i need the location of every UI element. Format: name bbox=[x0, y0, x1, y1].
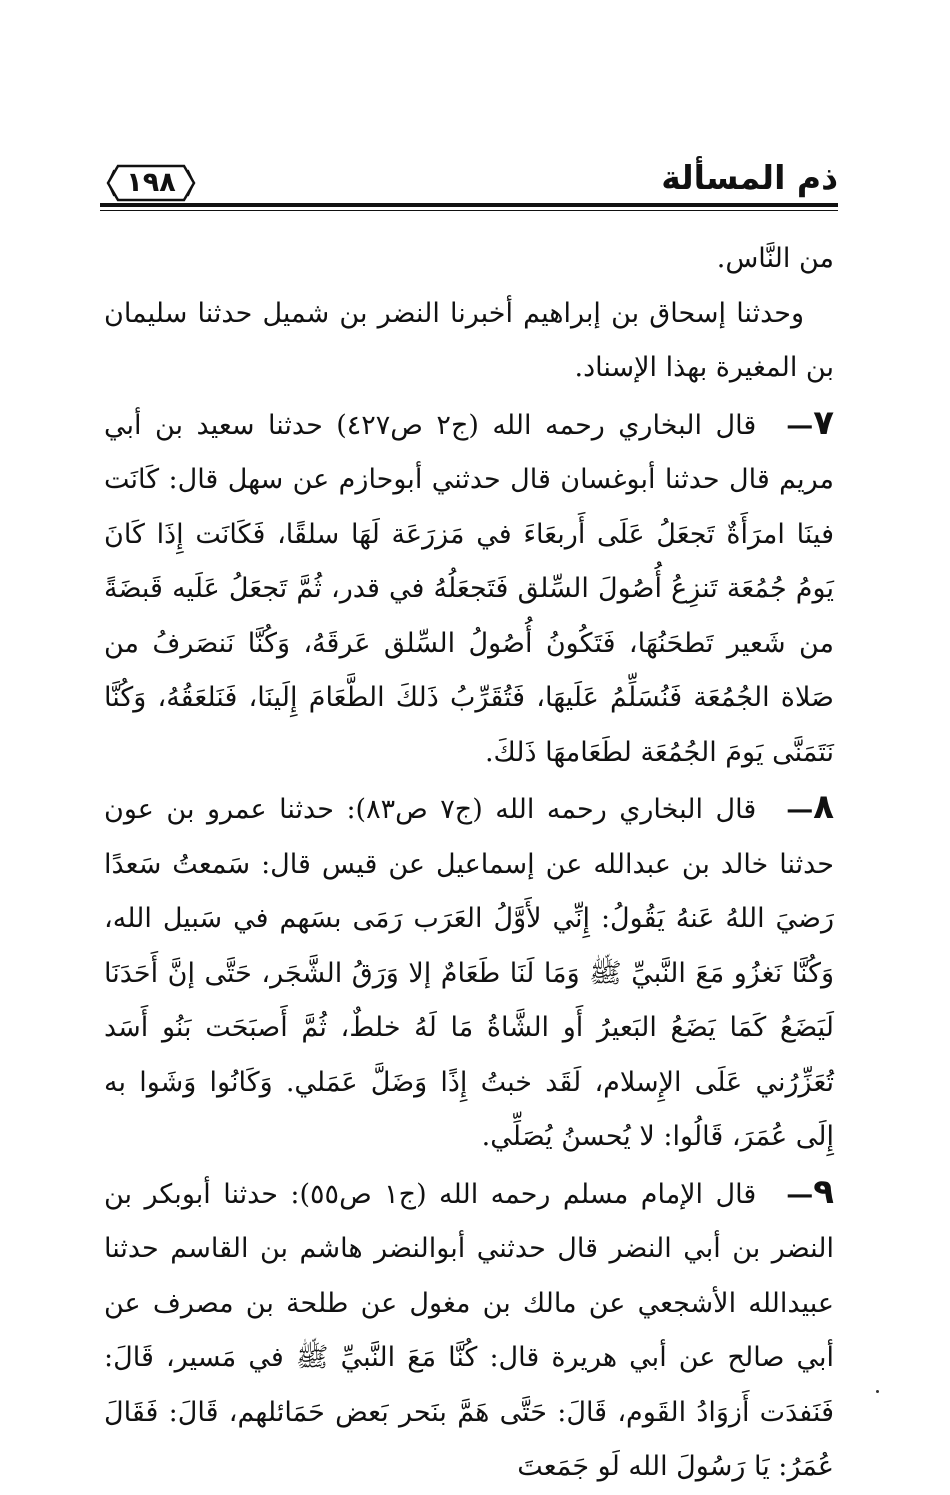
hadith-text: قال الإمام مسلم رحمه الله (ج١ ص٥٥): حدثنا أبوبكر بن النضر بن أبي النضر قال حدثني أبوالنضر هاشم بن القاسم حدثنا عبيدالله الأشجعي عن مالك بن مغول عن طلحة بن مصرف عن أبي صالح عن أبي هريرة قال: كُنَّا مَعَ النَّبيِّ ﷺ في مَسير، قَالَ: فَنَفدَت أَزوَادُ القَوم، قَالَ: حَتَّى هَمَّ بنَحر بَعض حَمَائلهم، قَالَ: فَقَالَ عُمَرُ: يَا رَسُولَ الله لَو جَمَعتَ bbox=[104, 1178, 834, 1482]
hadith-dash: — bbox=[786, 794, 814, 825]
hadith-number: ٩ bbox=[813, 1171, 835, 1212]
hadith-text: قال البخاري رحمه الله (ج٢ ص٤٢٧) حدثنا سعيد بن أبي مريم قال حدثنا أبوغسان قال حدثني أبوحازم عن سهل قال: كَانَت فينَا امرَأَةٌ تَجعَلُ عَلَى أَربعَاءَ في مَزرَعَة لَهَا سلقًا، فَكَانَت إِذَا كَانَ يَومُ جُمُعَة تَنزِعُ أُصُولَ السِّلق فَتَجعَلُهُ في قدر، ثُمَّ تَجعَلُ عَلَيه قَبضَةً من شَعير تَطحَنُهَا، فَتَكُونُ أُصُولُ السِّلق عَرقَهُ، وَكُنَّا نَنصَرفُ من صَلاة الجُمُعَة فَنُسَلِّمُ عَلَيهَا، فَتُقَرِّبُ ذَلكَ الطَّعَامَ إِلَينَا، فَنَلعَقُهُ، وَكُنَّا نَتَمَنَّى يَومَ الجُمُعَة لطَعَامهَا ذَلكَ. bbox=[104, 409, 834, 768]
paragraph-isnad bbox=[104, 287, 834, 396]
paragraph-continuation bbox=[104, 232, 834, 287]
book-title: ذم المسألة bbox=[661, 158, 838, 197]
hadith-number: ٧ bbox=[813, 402, 835, 443]
hadith-dash: — bbox=[786, 1178, 814, 1210]
paragraph-text: وحدثنا إسحاق بن إبراهيم أخبرنا النضر بن شميل حدثنا سليمان بن المغيرة بهذا الإسناد. bbox=[104, 297, 834, 383]
hadith-dash: — bbox=[786, 409, 814, 441]
header-rule-thick bbox=[100, 203, 838, 207]
header-rule-thin bbox=[100, 210, 838, 211]
hadith-number: ٨ bbox=[813, 787, 834, 827]
page-number: ١٩٨ bbox=[126, 167, 176, 198]
hadith-9 bbox=[104, 1165, 834, 1495]
page-number-ornament bbox=[104, 162, 198, 204]
hadith-7 bbox=[104, 396, 834, 781]
hadith-text: قال البخاري رحمه الله (ج٧ ص٨٣): حدثنا عمرو بن عون حدثنا خالد بن عبدالله عن إسماعيل عن قيس قال: سَمعتُ سَعدًا رَضيَ اللهُ عَنهُ يَقُولُ: إِنِّي لأَوَّلُ العَرَب رَمَى بسَهم في سَبيل الله، وَكُنَّا نَغزُو مَعَ النَّبيِّ ﷺ وَمَا لَنَا طَعَامٌ إلا وَرَقُ الشَّجَر، حَتَّى إنَّ أَحَدَنَا لَيَضَعُ كَمَا يَضَعُ البَعيرُ أَو الشَّاةُ مَا لَهُ خلطٌ، ثُمَّ أَصبَحَت بَنُو أَسَد تُعَزِّرُني عَلَى الإِسلام، لَقَد خبتُ إِذًا وَضَلَّ عَمَلي. وَكَانُوا وَشَوا به إِلَى عُمَرَ، قَالُوا: لا يُحسنُ يُصَلِّي. bbox=[104, 794, 834, 1152]
paragraph-text: من النَّاس. bbox=[716, 243, 834, 274]
running-header bbox=[100, 158, 838, 208]
hadith-8 bbox=[104, 780, 834, 1165]
page-body bbox=[104, 232, 834, 1495]
scan-speck bbox=[876, 1390, 879, 1393]
